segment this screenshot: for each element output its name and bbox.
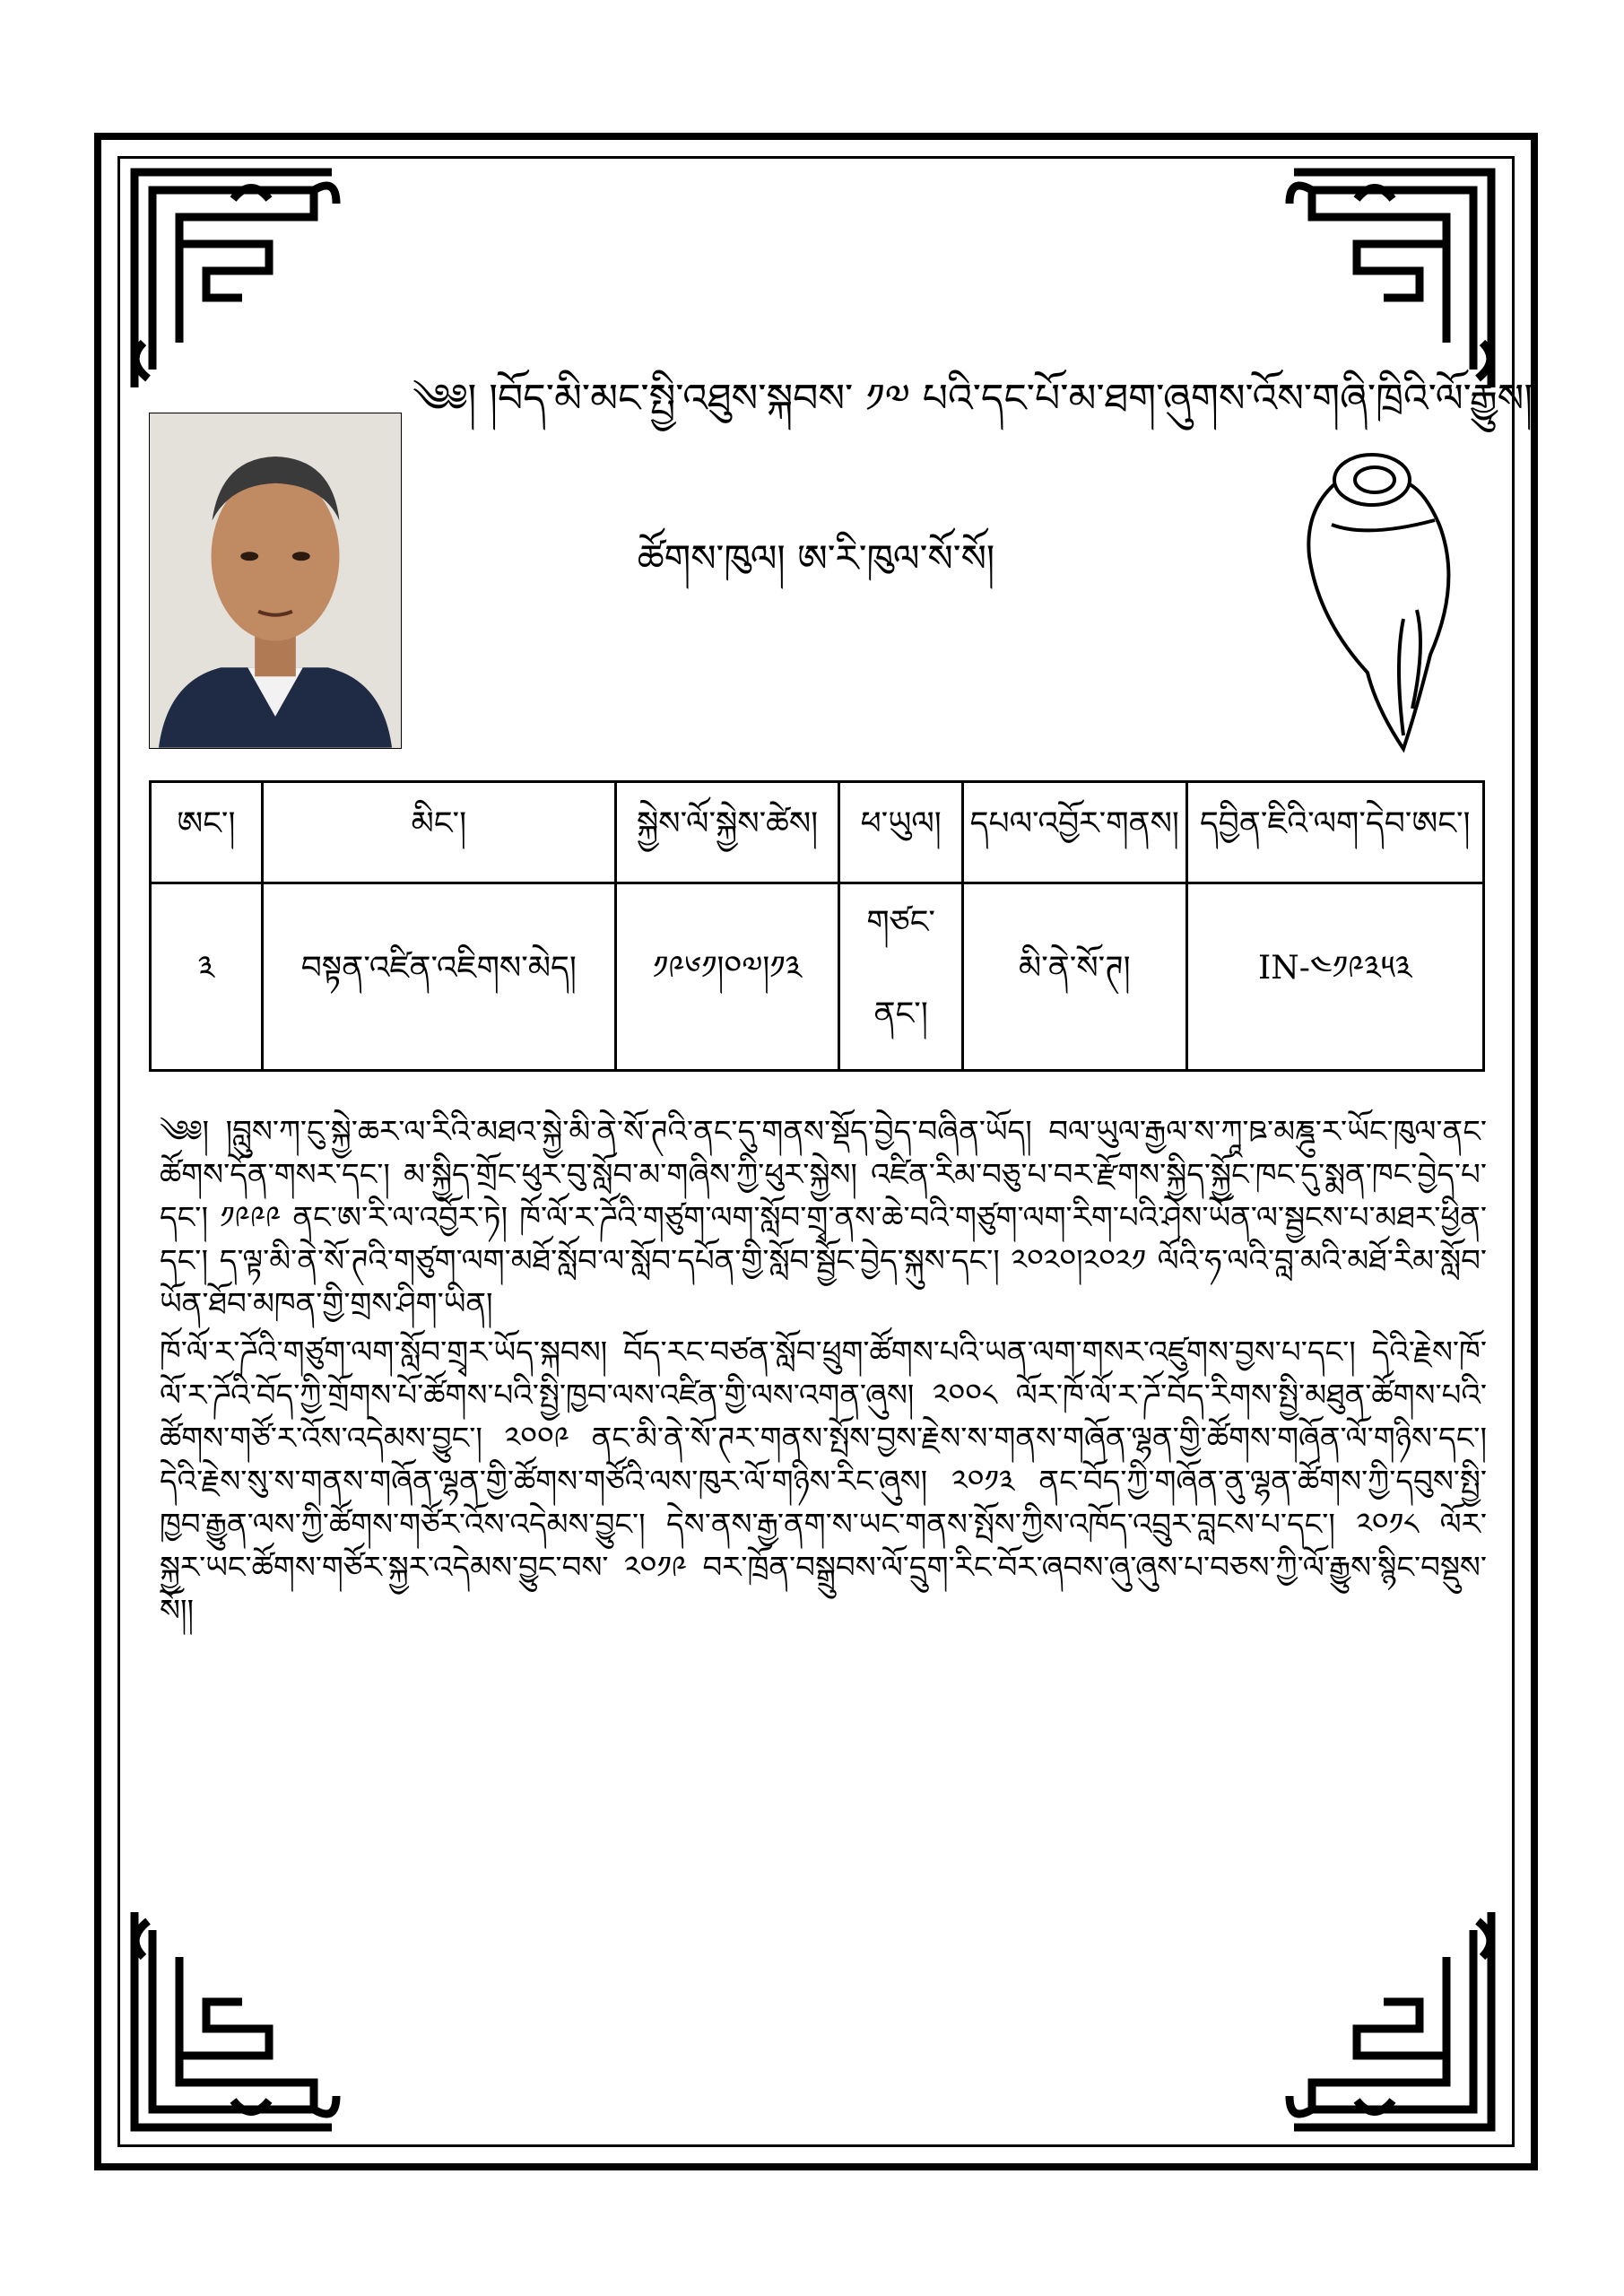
table-header-row xyxy=(151,782,1484,883)
corner-ornament-icon xyxy=(126,163,341,396)
header-number: ཨང་། xyxy=(151,782,263,883)
cell-residence: མི་ནེ་སོ་ཊ། xyxy=(963,883,1186,1071)
bio-paragraph: ཁོ་ལོ་ར་ཌོའི་གཙུག་ལག་སློབ་གྲྭར་ཡོད་སྐབས། བོད་རང་བཙན་སློབ་ཕྲུག་ཚོགས་པའི་ཡན་ལག་གསར་འཛུགས་བྱས་པ་དང་། དེའི་རྗེས་ཁོ་ལོ་ར་ཌོའི་བོད་ཀྱི་གྲོགས་པོ་ཚོགས་པའི་སྤྱི་ཁྱབ་ལས་འཛིན་གྱི་ལས་འགན་ཞུས། ༢༠༠༨ ལོར་ཁོ་ལོ་ར་ཌོ་བོད་རིགས་སྤྱི་མཐུན་ཚོགས་པའི་ཚོགས་གཙོ་ར་འོས་འདེམས་བྱུང་། ༢༠༠༩ ནང་མི་ནེ་སོ་ཊར་གནས་སྤོས་བྱས་རྗེས་ས་གནས་གཞོན་ལྷན་གྱི་ཚོགས་གཞོན་ལོ་གཉིས་དང་། དེའི་རྗེས་སུ་ས་གནས་གཞོན་ལྷན་གྱི་ཚོགས་གཙོའི་ལས་ཁུར་ལོ་གཉིས་རིང་ཞུས། ༢༠༡༣ ནང་བོད་ཀྱི་གཞོན་ནུ་ལྷན་ཚོགས་ཀྱི་དབུས་སྤྱི་ཁྱབ་རྒྱུན་ལས་ཀྱི་ཚོགས་གཙོར་འོས་འདེམས་བྱུང་། དེས་ནས་རྒྱ་ནག་ས་ཡང་གནས་སྤོས་ཀྱིས་འཁོད་འབྲུར་བླངས་པ་དང་། ༢༠༡༨ ལོར་སྐྱར་ཡང་ཚོགས་གཙོར་སྐྱར་འདེམས་བྱུང་བས་ ༢༠༡༩ བར་ཁྲོན་བསྒྲུབས་ལོ་དྲུག་རིང་བོར་ཞབས་ཞུ་ཞུས་པ་བཅས་ཀྱི་ལོ་རྒྱུས་སྙིང་བསྡུས་སོ།། xyxy=(160,1335,1487,1629)
table-row xyxy=(151,883,1484,1071)
header-hometown: ཕ་ཡུལ། xyxy=(839,782,963,883)
constituency-label: ཚོགས་ཁུལ། ཨ་རི་ཁུལ་སོ་སོ། xyxy=(637,536,995,580)
candidate-table xyxy=(149,780,1485,1072)
cell-hometown: གཙང་ནང་། xyxy=(839,883,963,1071)
header-green-book: དབྱིན་ཇིའི་ལག་དེབ་ཨང་། xyxy=(1186,782,1484,883)
cell-number: ༣ xyxy=(151,883,263,1071)
conch-shell-icon xyxy=(1269,439,1475,753)
cell-green-book: IN-༤༡༩༣༥༣ xyxy=(1186,883,1484,1071)
header-residence: དཔལ་འབྱོར་གནས། xyxy=(963,782,1186,883)
header-birthdate: སྐྱེས་ལོ་སྐྱེས་ཚེས། xyxy=(615,782,838,883)
candidate-photo xyxy=(149,413,402,749)
header-name: མིང་། xyxy=(262,782,615,883)
cell-birthdate: ༡༩༦༡།༠༧།༡༣ xyxy=(615,883,838,1071)
biography xyxy=(160,1110,1487,1638)
bio-paragraph: ༄༅། །བླུས་ཀ་ངུ་སྐྱེ་ཆར་ལ་རིའི་མཐའ་སྐྱེ་མི་ནེ་སོ་ཊའི་ནང་དུ་གནས་སྡོད་བྱེད་བཞིན་ཡོད། བལ་ཡུལ་རྒྱལ་ས་ཀཱ་ཋ་མཎྜུ་ར་ཡོང་ཁུལ་ནང་ཚོགས་དོན་གསར་དང་། མ་སྐྱིད་གྲོང་ཕུར་བུ་སློབ་མ་གཞིས་ཀྱི་ཕུར་སྐྱེས། འཛིན་རིམ་བཅུ་པ་བར་རྫོགས་སྐྱིད་སྐྱོང་ཁང་དུ་སྨན་ཁང་བྱེད་པ་དང་། ༡༩༩༩ ནང་ཨ་རི་ལ་འབྱོར་ཏེ། ཁོ་ལོ་ར་ཌོའི་གཙུག་ལག་སློབ་གྲྭ་ནས་ཆེ་བའི་གཙུག་ལག་རིག་པའི་ཤེས་ཡོན་ལ་སྦྱངས་པ་མཐར་ཕྱིན་དང་། ད་ལྟ་མི་ནེ་སོ་ཊའི་གཙུག་ལག་མཐོ་སློབ་ལ་སློབ་དཔོན་གྱི་སློབ་སྦྱོང་བྱེད་སྐུས་དང་། ༢༠༢༠།༢༠༢༡ ལོའི་ཧ་ལའི་བླ་མའི་མཐོ་རིམ་སློབ་ཡོན་ཐོབ་མཁན་གྱི་གྲས་ཤིག་ཡིན། xyxy=(160,1114,1487,1322)
page-title: ༄༅། །བོད་མི་མང་སྤྱི་འཐུས་སྐབས་ ༡༧ པའི་དང་པོ་མ་ཐག་ཞུགས་འོས་གཞི་ཁྲིའི་ལོ་རྒྱུས། xyxy=(413,376,1533,422)
corner-ornament-icon xyxy=(126,1903,341,2136)
corner-ornament-icon xyxy=(1285,1903,1500,2136)
cell-name: བསྟན་འཛིན་འཇིགས་མེད། xyxy=(262,883,615,1071)
